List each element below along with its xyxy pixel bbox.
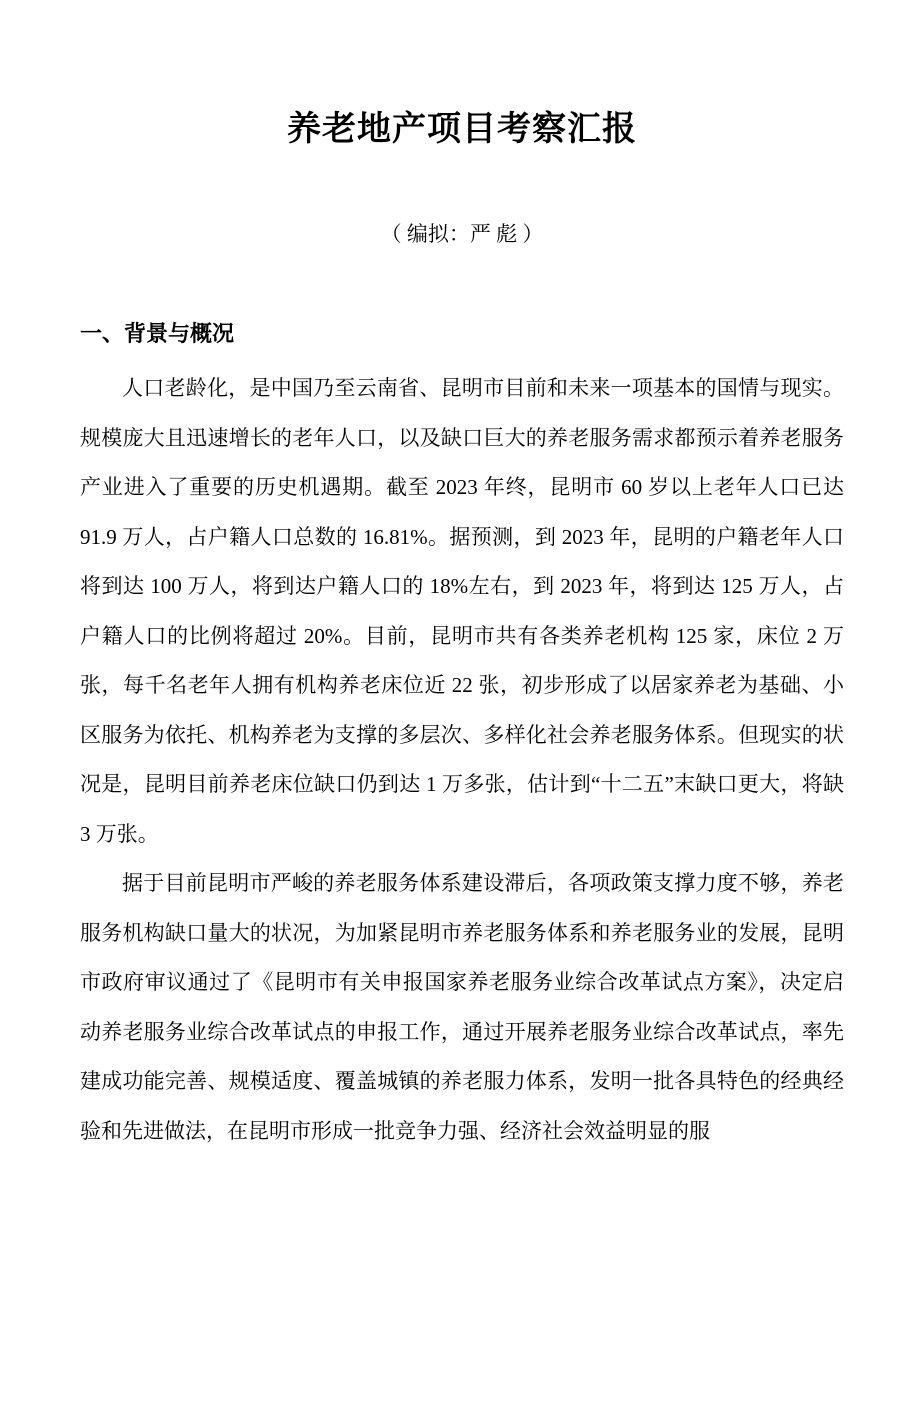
document-byline: （ 编拟：严 彪 ） [380, 222, 544, 246]
section-heading: 一、背景与概况 [80, 321, 235, 346]
document-title: 养老地产项目考察汇报 [287, 111, 637, 148]
paragraph-1: 人口老龄化，是中国乃至云南省、昆明市目前和未来一项基本的国情与现实。规模庞大且迅速增长的老年人口，以及缺口巨大的养老服务需求都预示着养老服务产业进入了重要的历史机遇期。截至 2023 年终，昆明市 60 岁以上老年人口已达 91.9 万人，占户籍人口总数的 16.81%。据预测，到 2023 年，昆明的户籍老年人口将到达 100 万人，将到达户籍人口的 18%左右，到 2023 年，将到达 125 万人，占户籍人口的比例将超过 20%。目前，昆明市共有各类养老机构 125 家，床位 2 万张，每千名老年人拥有机构养老床位近 22 张，初步形成了以居家养老为基础、小区服务为依托、机构养老为支撑的多层次、多样化社会养老服务体系。但现实的状况是，昆明目前养老床位缺口仍到达 1 万多张，估计到“十二五”末缺口更大，将缺 3 万张。 [80, 376, 844, 846]
body-text [80, 364, 844, 1156]
document-page [0, 102, 920, 1404]
paragraph-2: 据于目前昆明市严峻的养老服务体系建设滞后，各项政策支撑力度不够，养老服务机构缺口量大的状况，为加紧昆明市养老服务体系和养老服务业的发展，昆明市政府审议通过了《昆明市有关申报国家养老服务业综合改革试点方案》，决定启动养老服务业综合改革试点的申报工作，通过开展养老服务业综合改革试点，率先建成功能完善、规模适度、覆盖城镇的养老服力体系，发明一批各具特色的经典经验和先进做法，在昆明市形成一批竞争力强、经济社会效益明显的服 [80, 871, 844, 1143]
